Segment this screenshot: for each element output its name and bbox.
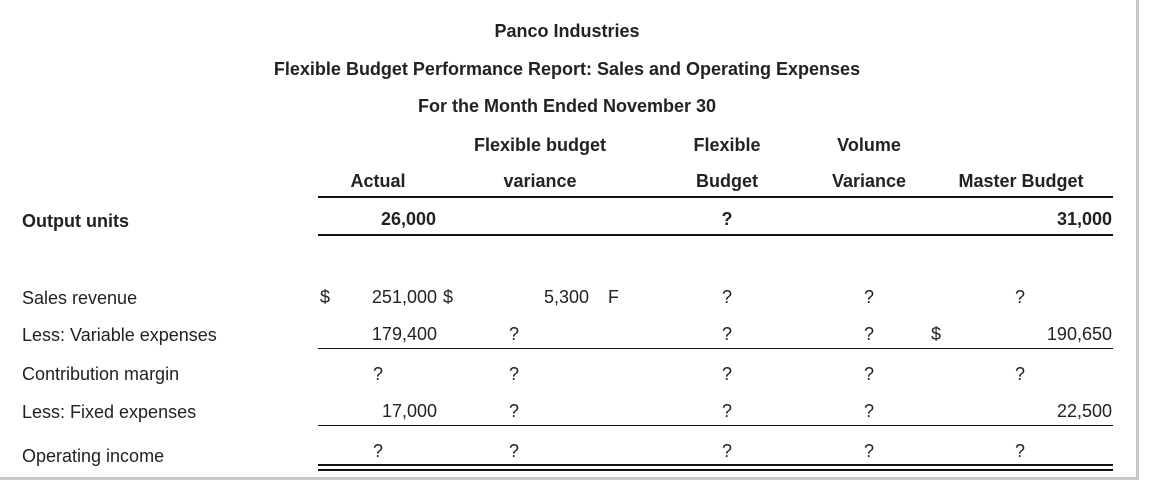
fixed-expenses-master: 22,500: [1056, 401, 1112, 421]
row-label-sales-revenue: Sales revenue: [22, 288, 138, 308]
sales-actual: 251,000: [371, 287, 437, 307]
operating-income-actual: ?: [372, 441, 384, 461]
contribution-margin-actual: ?: [372, 364, 384, 384]
fixed-expenses-volume-variance: ?: [863, 401, 875, 421]
header-flex-budget-line2: Budget: [696, 171, 758, 191]
contribution-margin-flex-variance: ?: [508, 364, 520, 384]
header-volume-line1: Volume: [837, 135, 901, 155]
header-flex-budget-line1: Flexible: [693, 135, 761, 155]
header-actual: Actual: [350, 171, 406, 191]
sales-volume-variance: ?: [863, 287, 875, 307]
sales-flex-variance: 5,300: [543, 287, 589, 307]
operating-income-flex-budget: ?: [721, 441, 733, 461]
total-double-rule-bottom: [318, 469, 1113, 471]
sales-flex-budget: ?: [721, 287, 733, 307]
variable-expenses-flex-variance: ?: [508, 324, 520, 344]
row-label-operating-income: Operating income: [22, 446, 165, 466]
operating-income-master: ?: [1014, 441, 1026, 461]
fixed-expenses-actual: 17,000: [381, 401, 437, 421]
total-double-rule-top: [318, 464, 1113, 466]
dollar-sign: $: [931, 324, 942, 344]
variable-expenses-flex-budget: ?: [721, 324, 733, 344]
header-volume-line2: Variance: [831, 171, 907, 191]
variable-expenses-volume-variance: ?: [863, 324, 875, 344]
output-units-actual: 26,000: [380, 209, 436, 229]
dollar-sign: $: [320, 287, 331, 307]
variable-expenses-actual: 179,400: [371, 324, 437, 344]
output-units-flex-budget: ?: [721, 209, 733, 229]
output-units-label: Output units: [22, 211, 129, 231]
fixed-expenses-flex-budget: ?: [721, 401, 733, 421]
output-units-rule: [318, 234, 1113, 236]
header-master-budget: Master Budget: [958, 171, 1084, 191]
fixed-expenses-flex-variance: ?: [508, 401, 520, 421]
company-name: Panco Industries: [494, 21, 640, 41]
operating-income-volume-variance: ?: [863, 441, 875, 461]
header-flex-variance-line2: variance: [503, 171, 577, 191]
row-label-variable-expenses: Less: Variable expenses: [22, 325, 217, 345]
header-rule: [318, 196, 1113, 198]
contribution-margin-volume-variance: ?: [863, 364, 875, 384]
sales-master: ?: [1014, 287, 1026, 307]
dollar-sign: $: [443, 287, 454, 307]
subtotal-rule: [318, 425, 1113, 426]
contribution-margin-flex-budget: ?: [721, 364, 733, 384]
output-units-master: 31,000: [1056, 209, 1112, 229]
variance-code: F: [608, 287, 619, 307]
row-label-contribution-margin: Contribution margin: [22, 364, 180, 384]
contribution-margin-master: ?: [1014, 364, 1026, 384]
operating-income-flex-variance: ?: [508, 441, 520, 461]
row-label-fixed-expenses: Less: Fixed expenses: [22, 402, 197, 422]
report-title: Flexible Budget Performance Report: Sales and Operating Expenses: [273, 59, 861, 79]
report-period: For the Month Ended November 30: [417, 96, 717, 116]
header-flex-variance-line1: Flexible budget: [473, 135, 607, 155]
subtotal-rule: [318, 348, 1113, 349]
variable-expenses-master: 190,650: [1046, 324, 1112, 344]
